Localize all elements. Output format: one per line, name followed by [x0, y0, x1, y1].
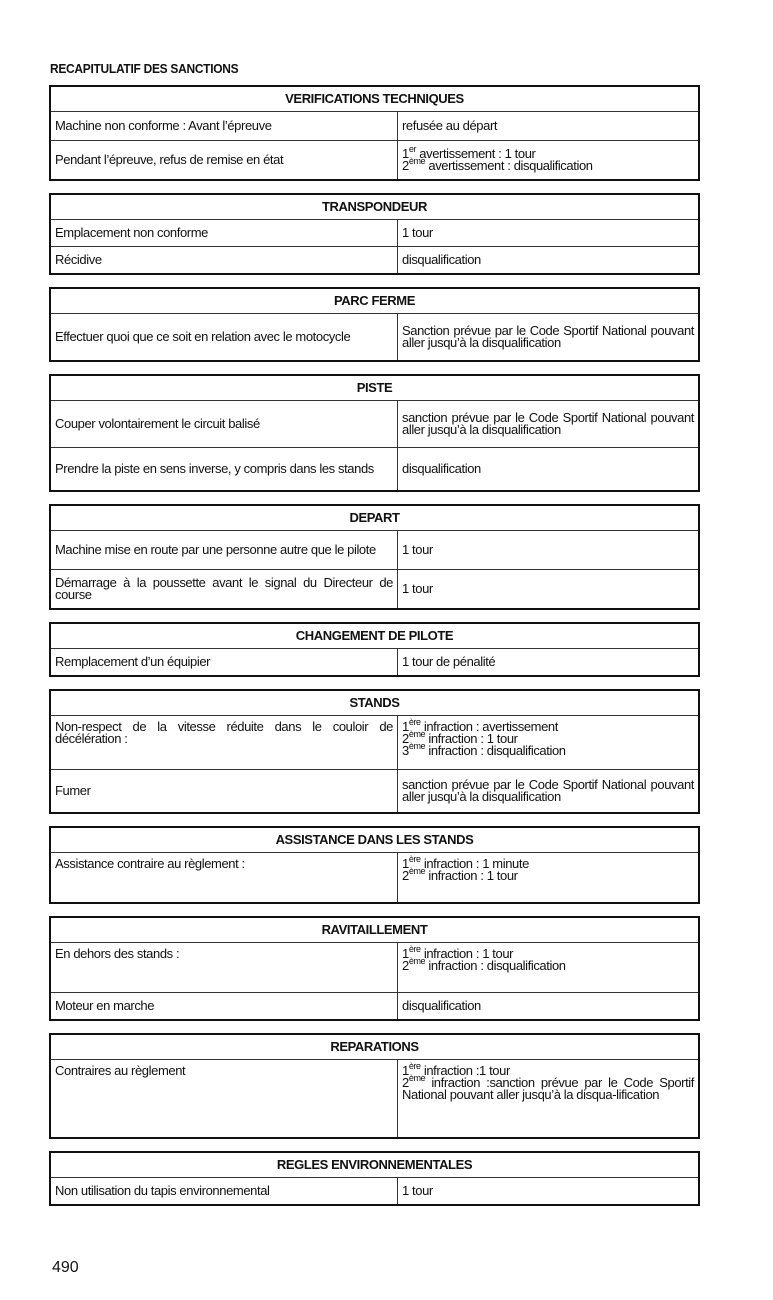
table-row — [50, 993, 699, 1021]
sanction-cell: 1 tour — [398, 570, 700, 610]
sanction-cell: disqualification — [398, 993, 700, 1021]
page-number: 490 — [52, 1259, 79, 1276]
table-row — [50, 853, 699, 904]
infraction-cell: Fumer — [50, 770, 398, 814]
infraction-cell: Pendant l’épreuve, refus de remise en état — [50, 141, 398, 181]
table-row — [50, 220, 699, 247]
sanction-line: 1ère infraction : avertissement — [402, 716, 558, 734]
infraction-cell: Couper volontairement le circuit balisé — [50, 401, 398, 448]
infraction-cell: Non utilisation du tapis environnemental — [50, 1178, 398, 1206]
section-title: REPARATIONS — [50, 1034, 699, 1060]
sanction-line: 1er avertissement : 1 tour — [402, 143, 536, 161]
table-row — [50, 716, 699, 770]
section-regles-environnementales — [49, 1151, 700, 1206]
sanction-line: 3ème infraction : disqualification — [402, 740, 566, 758]
infraction-cell: Récidive — [50, 247, 398, 275]
sanction-line: 2ème avertissement : disqualification — [402, 155, 593, 173]
sanction-line: 2ème infraction :sanction prévue par le Code Sportif National pouvant aller jusqu’à la disqua-lification — [402, 1072, 694, 1102]
section-title: RAVITAILLEMENT — [50, 917, 699, 943]
table-row — [50, 649, 699, 677]
table-row — [50, 1060, 699, 1139]
sanction-cell — [398, 716, 700, 770]
sanction-line: 2ème infraction : disqualification — [402, 955, 566, 973]
infraction-cell: Machine mise en route par une personne autre que le pilote — [50, 531, 398, 570]
sanction-line: 1ère infraction :1 tour — [402, 1060, 510, 1078]
infraction-cell: Démarrage à la poussette avant le signal du Directeur de course — [50, 570, 398, 610]
infraction-cell: Emplacement non conforme — [50, 220, 398, 247]
section-title: DEPART — [50, 505, 699, 531]
section-verifications-techniques — [49, 85, 700, 181]
table-row — [50, 314, 699, 362]
document-title: RECAPITULATIF DES SANCTIONS — [50, 61, 239, 76]
section-transpondeur — [49, 193, 700, 275]
table-row — [50, 531, 699, 570]
sanction-cell: 1 tour de pénalité — [398, 649, 700, 677]
section-title: REGLES ENVIRONNEMENTALES — [50, 1152, 699, 1178]
sanction-cell: 1 tour — [398, 531, 700, 570]
infraction-cell: Contraires au règlement — [50, 1060, 398, 1139]
sanction-cell — [398, 853, 700, 904]
table-row — [50, 141, 699, 181]
infraction-cell: Remplacement d’un équipier — [50, 649, 398, 677]
sanction-cell — [398, 141, 700, 181]
sanction-cell — [398, 1060, 700, 1139]
sanction-cell: disqualification — [398, 448, 700, 492]
section-title: ASSISTANCE DANS LES STANDS — [50, 827, 699, 853]
infraction-cell: Machine non conforme : Avant l’épreuve — [50, 112, 398, 141]
table-row — [50, 448, 699, 492]
section-title: CHANGEMENT DE PILOTE — [50, 623, 699, 649]
sanction-cell: disqualification — [398, 247, 700, 275]
sanction-line: 1ère infraction : 1 tour — [402, 943, 514, 961]
section-parc-ferme — [49, 287, 700, 362]
section-title: STANDS — [50, 690, 699, 716]
infraction-cell: Non-respect de la vitesse réduite dans le couloir de décélération : — [50, 716, 398, 770]
sanction-cell: sanction prévue par le Code Sportif National pouvant aller jusqu’à la disqualification — [398, 770, 700, 814]
section-ravitaillement — [49, 916, 700, 1021]
sanction-line: 2ème infraction : 1 tour — [402, 728, 518, 746]
section-piste — [49, 374, 700, 492]
section-title: PISTE — [50, 375, 699, 401]
table-row — [50, 770, 699, 814]
section-title: PARC FERME — [50, 288, 699, 314]
sanction-cell: Sanction prévue par le Code Sportif National pouvant aller jusqu’à la disqualification — [398, 314, 700, 362]
infraction-cell: Assistance contraire au règlement : — [50, 853, 398, 904]
section-changement-de-pilote — [49, 622, 700, 677]
section-stands — [49, 689, 700, 814]
section-reparations — [49, 1033, 700, 1139]
table-row — [50, 943, 699, 993]
infraction-cell: Moteur en marche — [50, 993, 398, 1021]
section-title: VERIFICATIONS TECHNIQUES — [50, 86, 699, 112]
sanction-cell — [398, 943, 700, 993]
table-row — [50, 1178, 699, 1206]
table-row — [50, 570, 699, 610]
table-row — [50, 112, 699, 141]
sanction-cell: sanction prévue par le Code Sportif National pouvant aller jusqu’à la disqualification — [398, 401, 700, 448]
table-row — [50, 401, 699, 448]
sanction-cell: refusée au départ — [398, 112, 700, 141]
sanction-line: 1ère infraction : 1 minute — [402, 853, 529, 871]
section-depart — [49, 504, 700, 610]
sanction-cell: 1 tour — [398, 220, 700, 247]
section-title: TRANSPONDEUR — [50, 194, 699, 220]
section-assistance-dans-les-stands — [49, 826, 700, 904]
sanction-cell: 1 tour — [398, 1178, 700, 1206]
sanction-line: 2ème infraction : 1 tour — [402, 865, 518, 883]
sanctions-tables — [49, 85, 700, 1218]
infraction-cell: En dehors des stands : — [50, 943, 398, 993]
table-row — [50, 247, 699, 275]
infraction-cell: Effectuer quoi que ce soit en relation avec le motocycle — [50, 314, 398, 362]
infraction-cell: Prendre la piste en sens inverse, y compris dans les stands — [50, 448, 398, 492]
